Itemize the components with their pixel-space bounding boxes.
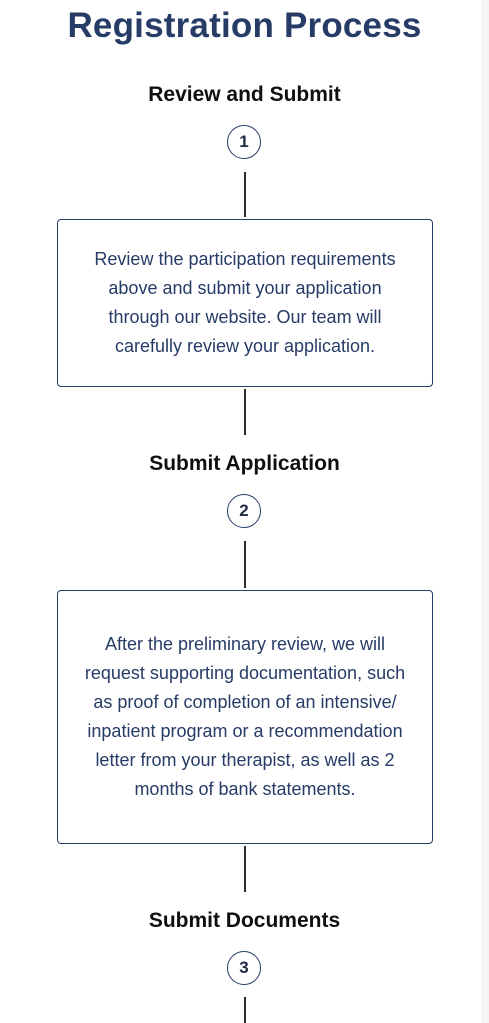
step-2-description: After the preliminary review, we will request supporting documentation, such as proof of completion of an intensive/ inpatient program or a recommendation letter from your therapist, as well as 2 months of bank statements. [57,590,433,844]
page-edge [481,0,489,1023]
page-title: Registration Process [67,6,422,45]
step-1-number: 1 [227,125,261,159]
step-connector [244,172,246,217]
step-3-number: 3 [227,951,261,985]
step-2-title: Submit Application [149,452,340,475]
step-2-number: 2 [227,494,261,528]
step-1-title: Review and Submit [148,83,341,106]
step-1-description: Review the participation requirements above and submit your application through our website. Our team will carefully review your application. [57,219,433,387]
step-connector [244,389,246,435]
step-connector [244,541,246,588]
step-3-title: Submit Documents [148,909,341,932]
step-connector [244,997,246,1023]
step-connector [244,846,246,892]
